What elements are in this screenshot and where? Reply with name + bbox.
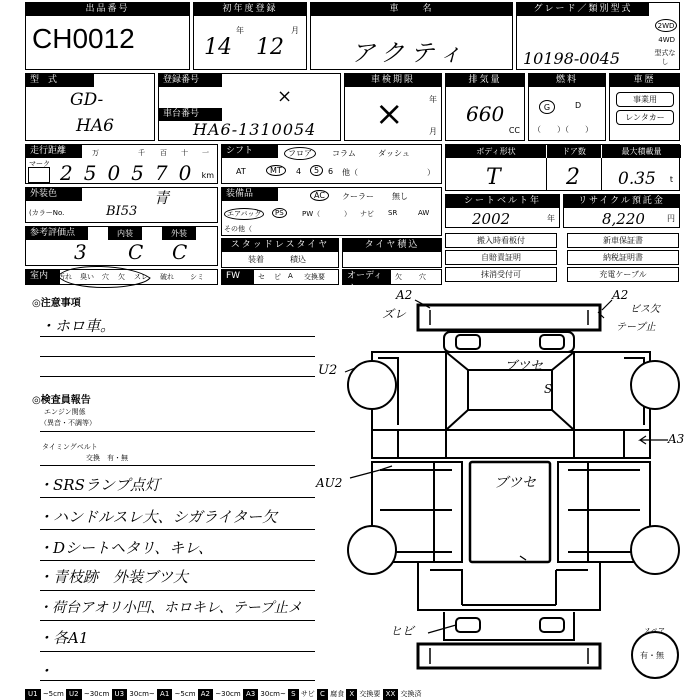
seatbelt-label: シートベルト年 [446,195,559,208]
legend-u1-size: ~5cm [42,690,64,698]
interior-label: 内装 [108,227,142,240]
body-type-label: ボディ形状 [446,145,546,158]
first-reg-month: 12 [256,35,284,60]
spare-value: 有・無 [640,651,664,660]
inspector-line1: ・SRSランプ点灯 [38,476,160,494]
history-label: 車歴 [610,74,679,87]
mileage-unit-man: 万 [92,149,99,157]
interior-value: C [128,240,144,264]
dmg-zure: ズレ [382,307,407,321]
legend-u1: U1 [25,689,41,700]
color-value: 青 [154,189,170,207]
recycle-label: リサイクル預託金 [564,195,679,208]
history-business: 事業用 [616,92,674,107]
doc-warranty: 新車保証書 [567,233,679,248]
fw-label: FW [222,270,254,284]
history-rental: レンタカー [616,110,674,125]
first-reg-year: 14 [204,35,232,60]
fuel-box: 燃料 G D （ ）（ ） [528,73,606,141]
legend-a2-size: ~30cm [215,690,241,698]
int-cond-dirt: 汚れ [58,273,72,281]
legend-xx-desc: 交換済 [400,690,422,698]
inspector-line6: ・各A1 [38,629,89,647]
fuel-label: 燃料 [529,74,605,87]
inspector-label: ◎検査員報告 [32,395,91,406]
car-name-value: アクティ [351,39,469,67]
displacement-unit: CC [508,126,520,135]
dmg-au2: AU2 [316,476,343,490]
doc-deregister: 抹消受付可 [445,267,557,282]
inspector-line4: ・青枝跡 外装ブツ大 [38,568,189,586]
legend-s-desc: サビ [300,690,315,698]
inspection-label: 車検期限 [345,74,441,87]
doc-board: 搬入時看板付 [445,233,557,248]
doc-tax: 納税証明書 [567,250,679,265]
doors-value: 2 [566,165,580,190]
tire-load-label: タイヤ積込 [343,239,441,252]
audio-label: オーディオ [343,270,391,284]
reg-no-value: × [277,86,293,107]
legend-c: C [317,689,328,700]
equip-ac: AC [310,190,329,201]
color-label: 外装色 [26,188,82,201]
interior-cond-label: 室内 [26,270,60,284]
legend-x-desc: 交換要 [359,690,381,698]
dmg-bisu: ビス欠 [630,304,660,315]
dmg-u2: U2 [318,363,338,378]
equipment-label: 装備品 [222,188,278,201]
seatbelt-unit: 年 [547,214,555,223]
recycle-unit: 円 [667,214,675,223]
doc-jibaiseki: 自賠責証明 [445,250,557,265]
studless-fitted: 装着 [248,255,264,264]
fuel-d: D [575,101,582,110]
inspection-value: × [375,94,404,134]
spare-label: スペア [644,627,665,635]
lot-number-label: 出品番号 [26,3,189,16]
model-label: 型 式 [26,74,94,87]
fw-se: セ [258,273,265,281]
legend-a3: A3 [243,689,258,700]
chassis-value: HA6-1310054 [193,120,317,139]
body-type-value: T [486,165,501,190]
shift-floor: フロア [284,147,316,160]
legend-s: S [288,689,298,700]
equip-aw: AW [418,209,430,217]
legend-a1-size: ~5cm [174,690,196,698]
shift-at: AT [236,167,246,176]
fuel-g: G [539,100,555,114]
audio-hole: 穴 [419,273,426,281]
dmg-a2-right: A2 [612,288,629,302]
seatbelt-value: 2002 [472,210,511,228]
legend-u3-size: 30cm~ [129,690,155,698]
drive-none: 型式なし [654,49,676,66]
inspector-line2: ・ハンドルスレ大、シガライター欠 [38,508,278,526]
shift-dash: ダッシュ [378,149,410,158]
doors-label: ドア数 [546,145,601,158]
dmg-a3: A3 [668,432,685,446]
equip-cooler: クーラー [342,192,374,201]
first-reg-month-unit: 月 [291,26,299,35]
notes-label: ◎注意事項 [32,298,81,309]
legend-a3-size: 30cm~ [260,690,286,698]
equip-sr: SR [388,209,398,217]
capacity-value: 0.35 [618,169,656,189]
color-code-label: (カラーNo. [29,209,65,217]
equip-none: 無し [392,192,408,201]
model-line1: GD- [70,90,104,110]
int-cond-smell: 臭い [80,273,94,281]
legend-u2-size: ~30cm [83,690,110,698]
first-registration-label: 初年度登録 [194,3,306,16]
mileage-label: 走行距離 [26,145,82,158]
drive-4wd: 4WD [658,36,675,44]
engine-sub: （異音・不調等） [40,419,96,427]
legend-u3: U3 [112,689,128,700]
mileage-unit-juu: 十 [181,149,188,157]
exterior-value: C [172,240,188,264]
equip-other: その他（ [224,225,252,233]
capacity-unit: t [669,175,673,184]
int-cond-stain: シミ [190,273,204,281]
grade-label: グレード／類別型式 [517,3,649,16]
inspector-line5: ・荷台アオリ小凹、ホロキレ、テープ止メ [38,600,302,616]
timing-value: 交換 有・無 [86,454,128,462]
int-cond-wear: スレ [134,273,148,281]
recycle-value: 8,220 [602,210,645,228]
fw-replace: 交換要 [304,273,325,281]
first-reg-year-unit: 年 [236,26,244,35]
int-cond-hole: 穴 [102,273,109,281]
inspector-line3: ・Dシートヘタリ、キレ、 [38,539,213,557]
mileage-unit-km: km [201,171,214,180]
inspection-month-unit: 月 [429,127,437,136]
timing-label: タイミングベルト [42,443,98,451]
legend-c-desc: 腐食 [330,690,345,698]
mileage-unit-hyaku: 百 [160,149,167,157]
shift-label: シフト [222,145,278,158]
shift-6: 6 [328,167,334,176]
fw-pi: ピ [274,273,281,281]
displacement-label: 排気量 [446,74,524,87]
equip-navi: ナビ [360,210,374,218]
audio-missing: 欠 [395,273,402,281]
int-cond-missing: 欠 [118,273,125,281]
studless-loaded: 積込 [290,255,306,264]
grade-value: 10198-0045 [523,49,621,68]
engine-label: エンジン関係 [44,408,86,416]
capacity-label: 最大積載量 [601,145,681,158]
reg-no-label: 登録番号 [159,74,222,87]
dmg-tape: テープ止 [616,322,656,333]
score-label: 参考評価点 [26,227,88,240]
legend-xx: XX [383,689,399,700]
shift-4: 4 [296,167,302,176]
legend-a1: A1 [157,689,172,700]
dmg-s: S [544,382,553,396]
shift-column: コラム [332,149,356,158]
mileage-unit-sen: 千 [138,149,145,157]
legend-a2: A2 [198,689,213,700]
displacement-value: 660 [466,102,505,126]
fw-a: A [288,272,293,280]
shift-other-close: ） [427,168,435,177]
equip-ps: PS [272,208,287,218]
equip-pw: PW（ [302,210,321,218]
dmg-a2-left: A2 [396,288,413,302]
legend-bar [25,689,680,700]
chassis-label: 車台番号 [159,108,222,121]
score-value: 3 [74,240,87,264]
mileage-unit-ichi: 一 [202,149,209,157]
model-line2: HA6 [76,116,114,136]
doc-charge-cable: 充電ケーブル [567,267,679,282]
inspection-year-unit: 年 [429,95,437,104]
shift-5: 5 [310,165,323,176]
equip-airbag: エアバッグ [224,208,264,220]
shift-mt: MT [266,165,286,176]
mileage-value: 250570 [60,161,203,185]
dmg-butsu2: ブツセ [494,475,536,491]
notes-line1: ・ホロ車。 [40,317,116,335]
legend-u2: U2 [66,689,82,700]
color-code: BI53 [106,204,138,219]
int-cond-tear: 破れ [160,273,174,281]
mileage-mark: マーク [29,160,50,168]
dmg-butsu1: ブツセ [504,359,544,374]
equip-pw-close: ） [344,210,351,218]
shift-other: 他（ [342,168,358,177]
lot-number-value: CH0012 [32,23,135,54]
car-name-label: 車 名 [311,3,512,16]
legend-x: X [346,689,357,700]
drive-2wd: 2WD [655,19,677,32]
studless-label: スタッドレスタイヤ [222,239,338,252]
exterior-label: 外装 [162,227,196,240]
dmg-hibi: ヒビ [390,624,415,638]
